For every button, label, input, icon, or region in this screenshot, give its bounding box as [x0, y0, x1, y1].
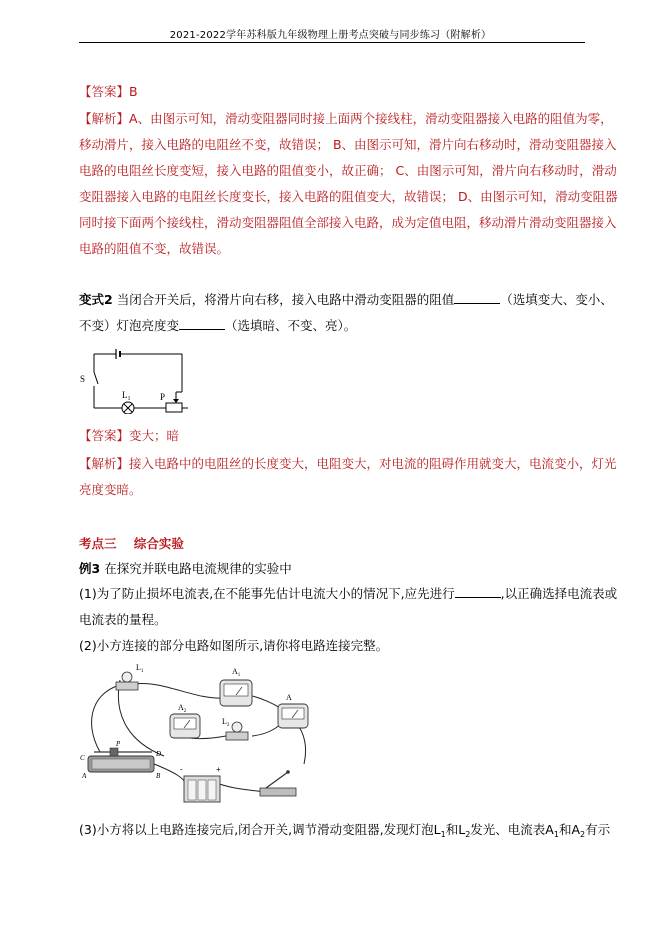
question-3-line-1 — [79, 822, 610, 843]
analysis-1-line-5: 同时接下面两个接线柱，滑动变阻器阻值全部接入电路，成为定值电阻，移动滑片滑动变阻器接入 — [79, 215, 617, 230]
question-text: L — [433, 822, 441, 837]
circuit-diagram — [78, 342, 198, 414]
svg-text:L1: $L_1$ — [136, 663, 144, 674]
example-3-intro — [79, 561, 292, 577]
question-text: 和 — [558, 822, 572, 837]
analysis-text: 接入电路中的电阻丝的长度变大，电阻变大，对电流的阻碍作用就变大，电流变小，灯光 — [129, 456, 617, 471]
question-1-line-1 — [79, 586, 617, 602]
analysis-2-line-2: 亮度变暗。 — [79, 482, 142, 497]
variant-text: 当闭合开关后，将滑片向右移，接入电路中滑动变阻器的阻值 — [116, 292, 455, 307]
question-text: 有示 — [585, 822, 611, 837]
page-header: 2021-2022学年苏科版九年级物理上册考点突破与同步练习（附解析） — [169, 30, 492, 41]
slider-arrow — [173, 399, 179, 403]
ammeter-a1 — [220, 667, 252, 706]
analysis-1-line-6: 电路的阻值不变，故错误。 — [79, 241, 230, 256]
lamp-l2 — [222, 717, 248, 740]
lamp-l1 — [116, 663, 144, 690]
analysis-tag: 【解析】 — [79, 111, 130, 126]
variant-2-line-1 — [79, 292, 613, 308]
question-text: ,以正确选择电流表或 — [500, 586, 618, 601]
svg-text:P: P — [116, 740, 121, 748]
knife-switch — [260, 770, 296, 796]
answer-tag: 【答案】 — [79, 428, 130, 443]
battery-pack — [180, 765, 221, 802]
analysis-1-line-4: 变阻器接入电路的电阻丝长度变长，接入电路的阻值变大，故错误； D、由图示可知，滑动变阻器 — [79, 189, 618, 204]
lamp-label: $L_1$ — [122, 390, 131, 402]
answer-tag: 【答案】 — [79, 84, 130, 99]
svg-text:+: + — [216, 765, 221, 774]
svg-text:A: A — [82, 772, 87, 780]
analysis-1-line-3: 电路的电阻丝长度变短，接入电路的阻值变小，故正确； C、由图示可知，滑片向右移动时，滑动 — [79, 163, 617, 178]
svg-text:C: C — [80, 754, 85, 762]
svg-text:A1: $A_1$ — [232, 667, 241, 678]
analysis-1-line-1 — [79, 111, 613, 127]
svg-text:A: A — [286, 693, 292, 702]
question-text: (1)为了防止损坏电流表,在不能事先估计电流大小的情况下,应先进行 — [79, 586, 455, 601]
question-text: (3)小方将以上电路连接完后,闭合开关,调节滑动变阻器,发现灯泡 — [79, 822, 434, 837]
svg-text:B: B — [156, 772, 161, 780]
question-text: 和 — [445, 822, 459, 837]
variant-label: 变式2 — [79, 292, 113, 307]
slider-label: P — [160, 392, 166, 402]
circuit-apparatus-figure — [74, 660, 334, 810]
svg-text:A2: $A_2$ — [178, 703, 187, 714]
question-text: 2 — [580, 830, 586, 839]
svg-text:L2: $L_2$ — [222, 717, 230, 728]
question-text: 1 — [440, 830, 446, 839]
analysis-2-line-1 — [79, 456, 617, 472]
section-title: 考点三 综合实验 — [79, 536, 184, 551]
analysis-1-line-2: 移动滑片，接入电路的电阻丝不变，故错误； B、由图示可知，滑片向右移动时，滑动变阻器接入 — [79, 137, 617, 152]
switch-blade — [94, 372, 98, 384]
variant-2-line-2 — [79, 318, 356, 334]
answer-value: 变大；暗 — [129, 428, 180, 443]
analysis-text: A、由图示可知，滑动变阻器同时接上面两个接线柱，滑动变阻器接入电路的阻值为零， — [129, 111, 613, 126]
question-1-line-2: 电流表的量程。 — [79, 612, 167, 627]
answer-blank — [454, 292, 500, 304]
question-text: L — [458, 822, 466, 837]
answer-blank — [179, 318, 225, 330]
question-2: (2)小方连接的部分电路如图所示,请你将电路连接完整。 — [79, 638, 389, 653]
question-text: 1 — [553, 830, 559, 839]
switch-label: S — [80, 374, 86, 384]
question-text: A — [545, 822, 554, 837]
answer-blank — [455, 586, 501, 598]
rheostat — [80, 740, 161, 780]
variant-text: 不变）灯泡亮度变 — [79, 318, 180, 333]
wire — [118, 680, 164, 756]
question-text: A — [571, 822, 581, 837]
example-label: 例3 — [79, 561, 101, 576]
answer-1 — [79, 84, 138, 100]
ammeter-a — [278, 693, 308, 728]
wire — [134, 683, 224, 698]
rheostat-body — [166, 403, 182, 412]
analysis-tag: 【解析】 — [79, 456, 130, 471]
variant-text: （选填暗、不变、亮）。 — [225, 318, 357, 333]
example-text: 在探究并联电路电流规律的实验中 — [104, 561, 292, 576]
wire — [214, 782, 264, 792]
answer-value: B — [129, 84, 138, 99]
variant-text: （选填变大、变小、 — [500, 292, 613, 307]
svg-text:D: D — [156, 750, 162, 758]
ammeter-a2 — [170, 703, 200, 738]
question-text: 发光、电流表 — [470, 822, 546, 837]
question-text: 2 — [465, 830, 471, 839]
answer-2 — [79, 428, 179, 444]
svg-text:-: - — [180, 765, 183, 774]
header-rule — [79, 42, 585, 43]
